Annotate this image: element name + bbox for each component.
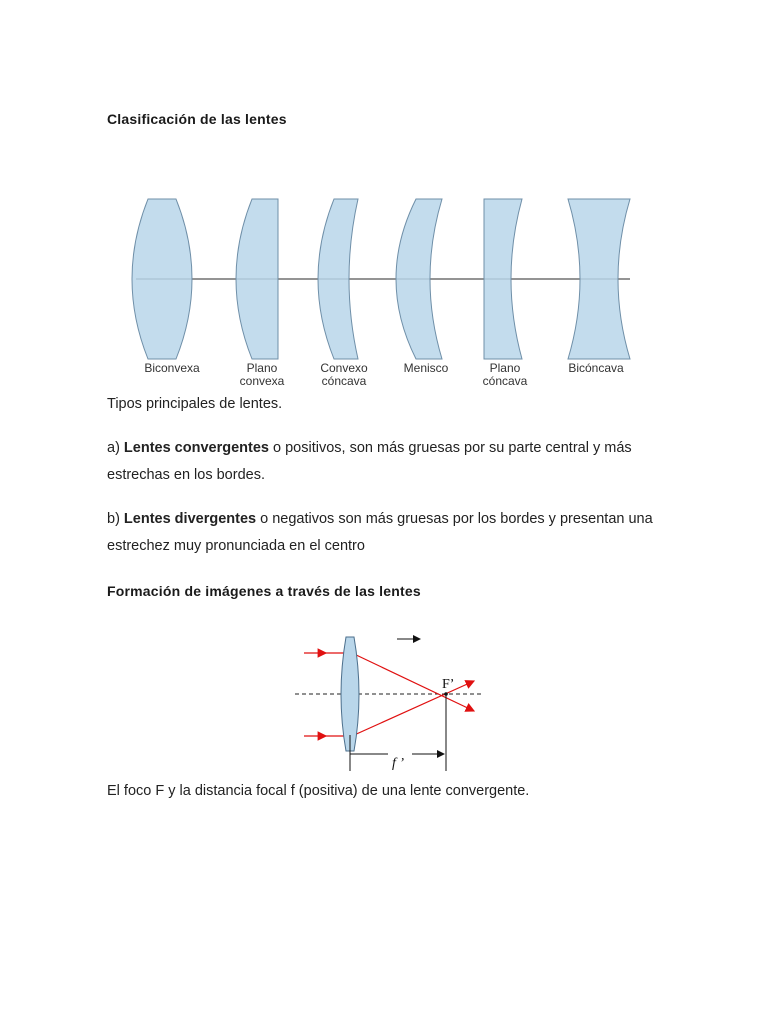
lens-label-2b: convexa bbox=[239, 374, 285, 388]
focus-label: F’ bbox=[442, 677, 455, 692]
lens-label-5a: Plano bbox=[489, 361, 521, 375]
para-a-text: o positivos, son más gruesas por su parte central y más estrechas en los bordes. bbox=[107, 440, 632, 483]
lens-biconvexa bbox=[132, 199, 192, 359]
lens-plano-convexa bbox=[236, 199, 278, 359]
para-a-prefix: a) bbox=[107, 440, 124, 456]
lens-types-figure bbox=[130, 190, 650, 390]
para-b-text: o negativos son más gruesas por los bordes y presentan una estrechez muy pronunciada en el centro bbox=[107, 511, 653, 554]
paragraph-convergent bbox=[107, 435, 677, 489]
focus-diagram bbox=[292, 625, 492, 775]
para-a-term: Lentes convergentes bbox=[123, 440, 269, 456]
ray-out-bottom bbox=[352, 681, 474, 736]
lens-label-3a: Convexo bbox=[320, 361, 368, 375]
paragraph-divergent bbox=[107, 506, 677, 560]
lens-label-5b: cóncava bbox=[482, 374, 528, 388]
caption-focus: El foco F y la distancia focal f (positiva) de una lente convergente. bbox=[107, 783, 530, 799]
section-title-formation: Formación de imágenes a través de las lentes bbox=[107, 583, 421, 599]
para-b-prefix: b) bbox=[107, 511, 124, 527]
para-b-term: Lentes divergentes bbox=[123, 511, 257, 527]
lens-label-4a: Menisco bbox=[403, 361, 449, 375]
lens-label-1a: Biconvexa bbox=[144, 361, 200, 375]
converging-lens bbox=[341, 637, 359, 751]
ray-out-top bbox=[352, 653, 474, 711]
lens-label-3b: cóncava bbox=[321, 374, 367, 388]
lens-label-2a: Plano bbox=[246, 361, 278, 375]
lens-label-6a: Bicóncava bbox=[568, 361, 624, 375]
section-title-classification: Clasificación de las lentes bbox=[107, 111, 287, 127]
focal-distance-label: f ’ bbox=[392, 756, 405, 771]
caption-lens-types: Tipos principales de lentes. bbox=[107, 396, 283, 412]
